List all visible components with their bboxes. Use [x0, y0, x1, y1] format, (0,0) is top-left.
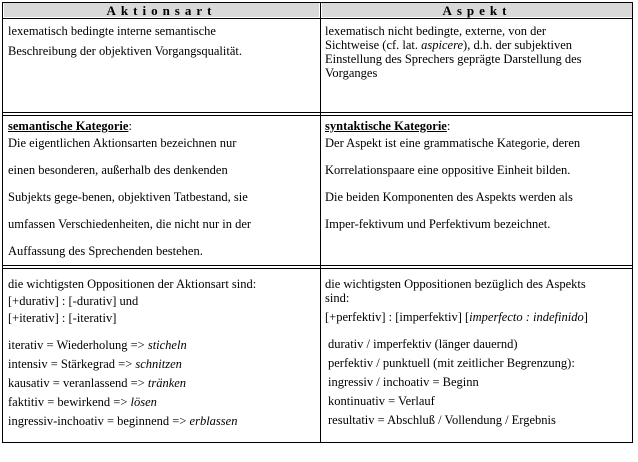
header-aspekt: Aspekt — [322, 3, 632, 17]
row3-right-intro: sind: — [325, 291, 350, 305]
row2-left-line: umfassen Verschiedenheiten, die nicht nur in der — [8, 217, 252, 231]
aspect-item: resultativ = Abschluß / Vollendung / Ergebnis — [328, 413, 556, 427]
row3-left-intro: [+durativ] : [-durativ] und — [8, 294, 139, 308]
row1-right-line: lexematisch nicht bedingte, externe, von der — [325, 24, 547, 38]
semantic-category-heading: semantische Kategorie — [8, 119, 129, 133]
row2-left-line: Subjekts gege-benen, objektiven Tatbestand, sie — [8, 190, 248, 204]
row2-right-cell: syntaktische Kategorie: Der Aspekt ist eine grammatische Kategorie, deren Korrelationspaare eine oppositive Einheit bilden. Die beiden Komponenten des Aspekts werden als Imper-fektivum und Perfektivum bezeichnet. — [325, 119, 631, 235]
row2-right-line: Die beiden Komponenten des Aspekts werden als — [325, 190, 573, 204]
aspect-item: ingressiv / inchoativ = Beginn — [328, 375, 479, 389]
row1-right-line: Vorganges — [325, 66, 378, 80]
row1-left-cell — [8, 24, 316, 58]
row3-left-intro: [+iterativ] : [-iterativ] — [8, 311, 117, 325]
row1-right-line: Einstellung des Sprechers geprägte Darstellung des — [325, 52, 582, 66]
comparison-table — [2, 2, 633, 443]
header-aktionsart: Aktionsart — [4, 3, 319, 17]
column-divider — [320, 2, 321, 443]
aktionsart-item: kausativ = veranlassend => tränken — [8, 376, 187, 390]
row3-right-intro: die wichtigsten Oppositionen bezüglich des Aspekts — [325, 277, 586, 291]
aktionsart-item: iterativ = Wiederholung => sticheln — [8, 338, 187, 352]
aspect-item: perfektiv / punktuell (mit zeitlicher Begrenzung): — [328, 356, 575, 370]
row3-left-cell — [8, 277, 318, 428]
row1-right-cell — [325, 24, 631, 80]
aspect-item: durativ / imperfektiv (länger dauernd) — [328, 337, 518, 351]
aktionsart-item: intensiv = Stärkegrad => schnitzen — [8, 357, 182, 371]
aktionsart-item: ingressiv-inchoativ = beginnend => erblassen — [8, 414, 238, 428]
row2-right-line: Der Aspekt ist eine grammatische Kategorie, deren — [325, 136, 581, 150]
row3-left-intro: die wichtigsten Oppositionen der Aktionsart sind: — [8, 277, 257, 291]
aktionsart-item: faktitiv = bewirkend => lösen — [8, 395, 157, 409]
aspect-item: kontinuativ = Verlauf — [328, 394, 435, 408]
aspect-formula: [+perfektiv] : [imperfektiv] [imperfecto : indefinido] — [325, 310, 588, 324]
row2-right-line: Imper-fektivum und Perfektivum bezeichnet. — [325, 217, 551, 231]
row2-left-line: Auffassung des Sprechenden bestehen. — [8, 244, 203, 258]
row2-left-line: einen besonderen, außerhalb des denkenden — [8, 163, 228, 177]
syntactic-category-heading: syntaktische Kategorie — [325, 119, 447, 133]
row1-left-line: lexematisch bedingte interne semantische — [8, 24, 216, 38]
row2-right-line: Korrelationspaare eine oppositive Einheit bilden. — [325, 163, 571, 177]
header-divider — [3, 18, 632, 19]
row1-right-line: Sichtweise (cf. lat. aspicere), d.h. der subjektiven — [325, 38, 573, 52]
row2-divider — [3, 265, 632, 269]
row2-left-cell: semantische Kategorie: Die eigentlichen Aktionsarten bezeichnen nur einen besonderen, außerhalb des denkenden Subjekts gege-benen, objektiven Tatbestand, sie umfassen Verschiedenheiten, die nicht nur in der Auffassung des Sprechenden bestehen. — [8, 119, 318, 262]
row1-divider — [3, 112, 632, 116]
row3-right-cell — [325, 277, 631, 427]
latin-term: aspicere — [421, 38, 464, 52]
row1-left-line: Beschreibung der objektiven Vorgangsqualität. — [8, 44, 242, 58]
table-bottom-border — [3, 442, 632, 443]
row2-left-line: Die eigentlichen Aktionsarten bezeichnen nur — [8, 136, 237, 150]
